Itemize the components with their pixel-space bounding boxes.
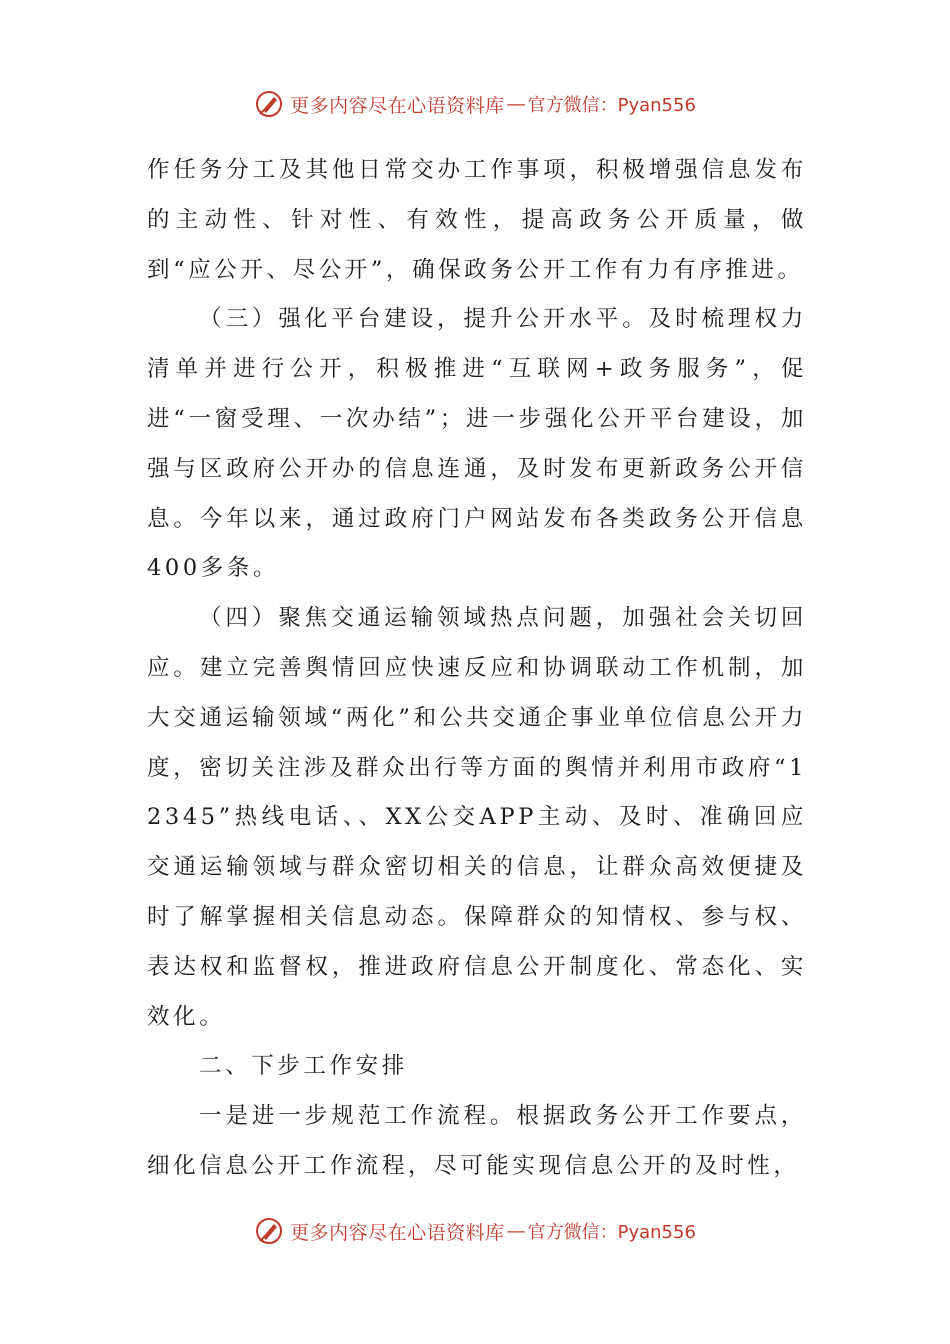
paragraph-next-step-1: 一是进一步规范工作流程。根据政务公开工作要点，细化信息公开工作流程，尽可能实现信息公开的及时性， (147, 1103, 807, 1179)
watermark-main-text: 更多内容尽在心语资料库 (290, 1221, 505, 1244)
section-heading-next-steps: 二、下步工作安排 (199, 1053, 408, 1080)
watermark-separator: — (506, 93, 526, 115)
header-watermark (0, 84, 950, 124)
paragraph-section-3: （三）强化平台建设，提升公开水平。及时梳理权力清单并进行公开，积极推进“互联网+政务服务”，促进“一窗受理、一次办结”；进一步强化公开平台建设，加强与区政府公开办的信息连通，及时发布更新政务公开信息。今年以来，通过政府门户网站发布各类政务公开信息400多条。 (147, 306, 807, 582)
paragraph-section-4: （四）聚焦交通运输领域热点问题，加强社会关切回应。建立完善舆情回应快速反应和协调联动工作机制，加大交通运输领域“两化”和公共交通企事业单位信息公开力度，密切关注涉及群众出行等方面的舆情并利用市政府“12345”热线电话、、XX公交APP主动、及时、准确回应交通运输领域与群众密切相关的信息，让群众高效便捷及时了解掌握相关信息动态。保障群众的知情权、参与权、表达权和监督权，推进政府信息公开制度化、常态化、实效化。 (147, 605, 807, 1030)
document-body (147, 146, 807, 1192)
watermark-contact: 官方微信：Pyan556 (527, 1222, 696, 1243)
watermark-main-text: 更多内容尽在心语资料库 (290, 94, 505, 117)
pen-seal-icon (254, 89, 284, 119)
paragraph-continuation: 作任务分工及其他日常交办工作事项，积极增强信息发布的主动性、针对性、有效性，提高政务公开质量，做到“应公开、尽公开”，确保政务公开工作有力有序推进。 (147, 157, 807, 283)
pen-seal-icon (254, 1216, 284, 1246)
watermark-separator: — (506, 1220, 526, 1242)
watermark-contact: 官方微信：Pyan556 (527, 95, 696, 116)
footer-watermark (0, 1211, 950, 1251)
